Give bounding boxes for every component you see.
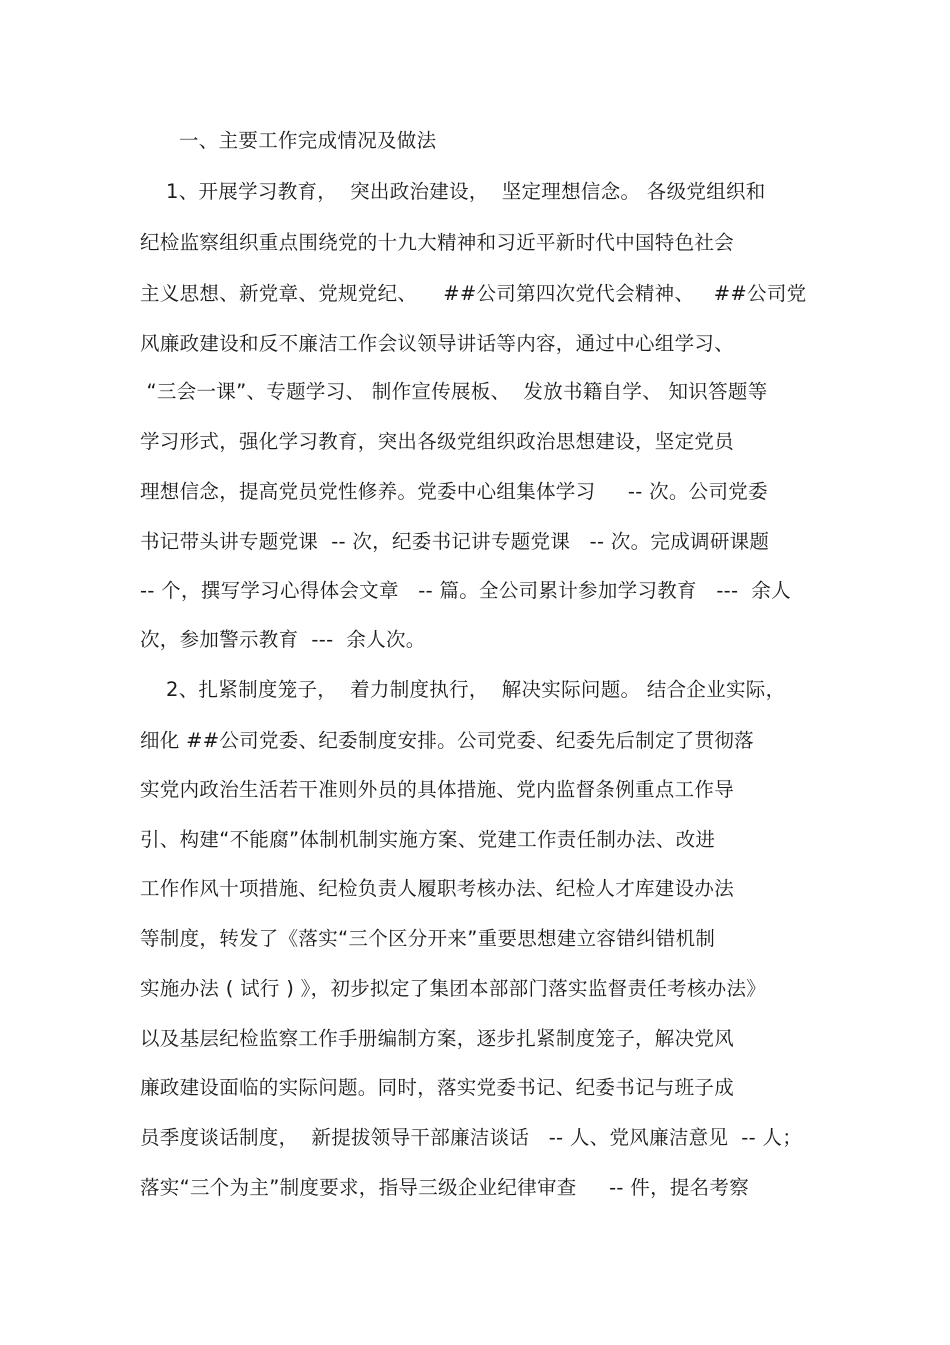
paragraph-line: 细化 ##公司党委、纪委制度安排。公司党委、纪委先后制定了贯彻落 (140, 729, 754, 752)
paragraph-line: 主义思想、新党章、党规党纪、 ##公司第四次党代会精神、 ##公司党 (140, 282, 807, 305)
paragraph-line: 2、扎紧制度笼子， 着力制度执行， 解决实际问题。 结合企业实际， (140, 678, 786, 701)
paragraph-line: 等制度，转发了《落实“三个区分开来”重要思想建立容错纠错机制 (140, 927, 716, 950)
paragraph-line: 以及基层纪检监察工作手册编制方案，逐步扎紧制度笼子，解决党风 (140, 1027, 735, 1050)
paragraph-line: 1、开展学习教育， 突出政治建设， 坚定理想信念。 各级党组织和 (140, 180, 766, 203)
paragraph-line: 廉政建设面临的实际问题。同时，落实党委书记、纪委书记与班子成 (140, 1076, 735, 1099)
paragraph-line: 落实“三个为主”制度要求，指导三级企业纪律审查 -- 件，提名考察 (140, 1176, 750, 1199)
paragraph-line: 次，参加警示教育 --- 余人次。 (140, 628, 426, 651)
paragraph-line: 工作作风十项措施、纪检负责人履职考核办法、纪检人才库建设办法 (140, 877, 735, 900)
paragraph-line: 学习形式，强化学习教育，突出各级党组织政治思想建设，坚定党员 (140, 430, 735, 453)
paragraph-line: 员季度谈话制度， 新提拔领导干部廉洁谈话 -- 人、党风廉洁意见 -- 人； (140, 1126, 803, 1149)
paragraph-line: 风廉政建设和反不廉洁工作会议领导讲话等内容，通过中心组学习、 (140, 332, 735, 355)
paragraph-line: 实党内政治生活若干准则外员的具体措施、党内监督条例重点工作导 (140, 778, 735, 801)
paragraph-line: 实施办法 ( 试行 ) 》，初步拟定了集团本部部门落实监督责任考核办法》 (140, 977, 767, 1000)
paragraph-line: “三会一课”、专题学习、 制作宣传展板、 发放书籍自学、 知识答题等 (140, 380, 768, 403)
section-heading: 一、主要工作完成情况及做法 (140, 129, 437, 152)
paragraph-line: 理想信念，提高党员党性修养。党委中心组集体学习 -- 次。公司党委 (140, 480, 768, 503)
paragraph-line: 纪检监察组织重点围绕党的十九大精神和习近平新时代中国特色社会 (140, 231, 735, 254)
paragraph-line: -- 个，撰写学习心得体会文章 -- 篇。全公司累计参加学习教育 --- 余人 (140, 579, 791, 602)
paragraph-line: 引、构建“不能腐”体制机制实施方案、党建工作责任制办法、改进 (140, 828, 716, 851)
paragraph-line: 书记带头讲专题党课 -- 次，纪委书记讲专题党课 -- 次。完成调研课题 (140, 530, 770, 553)
